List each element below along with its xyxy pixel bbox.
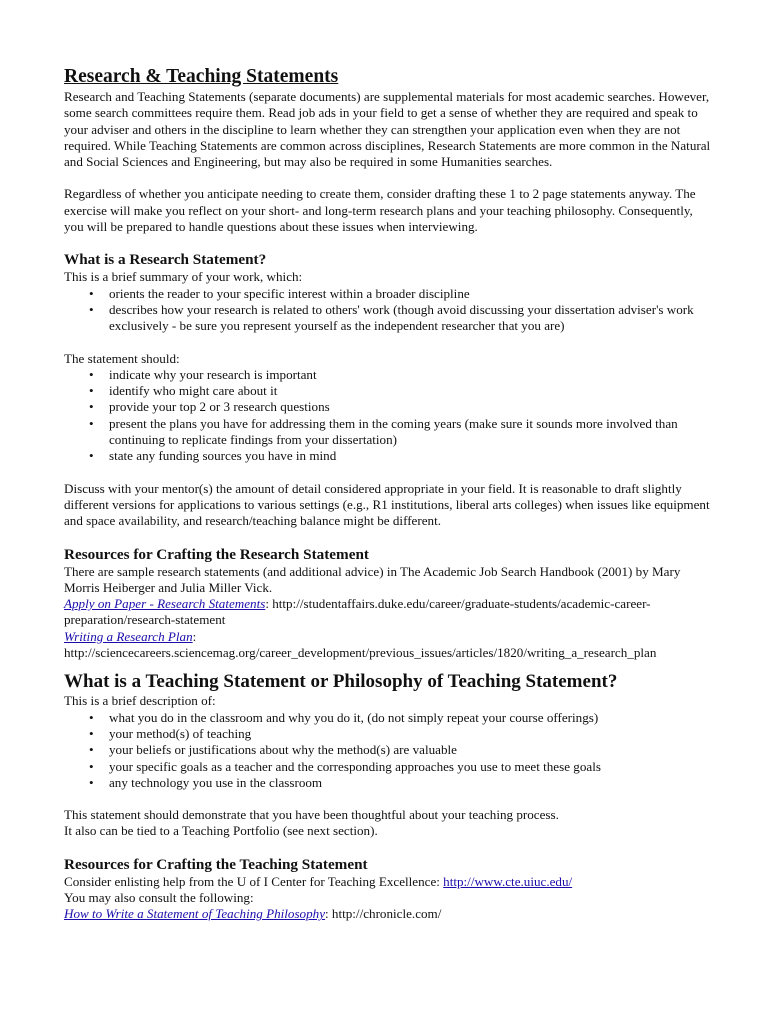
list-item: • present the plans you have for addressing them in the coming years (make sure it sounds more involved than continuing to replicate findings from your dissertation) bbox=[64, 416, 714, 449]
demo-line-1: This statement should demonstrate that you have been thoughtful about your teaching process. bbox=[64, 807, 559, 823]
research-resources-heading: Resources for Crafting the Research Statement bbox=[64, 545, 369, 563]
teaching-statement-heading: What is a Teaching Statement or Philosophy of Teaching Statement? bbox=[64, 671, 618, 693]
howto-link[interactable]: How to Write a Statement of Teaching Philosophy bbox=[64, 906, 326, 922]
research-plan-line bbox=[64, 629, 714, 645]
list-item: • what you do in the classroom and why you do it, (do not simply repeat your course offerings) bbox=[64, 710, 714, 726]
intro-paragraph-2: Regardless of whether you anticipate needing to create them, consider drafting these 1 to 2 page statements anyway. The exercise will make you reflect on your short- and long-term research plans and your teaching philosophy. Consequently, you will be prepared to handle questions about these issues when interviewing. bbox=[64, 186, 696, 235]
research-resources-text: There are sample research statements (and additional advice) in The Academic Job Search Handbook (2001) by Mary Morris Heiberger and Julia Miller Vick. bbox=[64, 563, 681, 595]
document-page bbox=[64, 66, 714, 923]
research-plan-link[interactable]: Writing a Research Plan bbox=[64, 628, 193, 644]
teaching-lead: This is a brief description of: bbox=[64, 693, 216, 709]
consider-line bbox=[64, 874, 714, 890]
list-item: • your beliefs or justifications about why the method(s) are valuable bbox=[64, 742, 714, 758]
list-item: • indicate why your research is important bbox=[64, 367, 714, 383]
research-statement-heading: What is a Research Statement? bbox=[64, 251, 267, 269]
list-item: • identify who might care about it bbox=[64, 383, 714, 399]
list-item: • describes how your research is related to others' work (though avoid discussing your dissertation adviser's work exclusively - be sure you represent yourself as the independent researcher that you are) bbox=[64, 302, 714, 335]
discuss-paragraph: Discuss with your mentor(s) the amount of detail considered appropriate in your field. It is reasonable to draft slightly different versions for applications to various settings (e.g., R1 institutions, liberal arts colleges) when issues like equipment and space availability, and research/teaching balance might be different. bbox=[64, 480, 710, 529]
page-title: Research & Teaching Statements bbox=[64, 66, 339, 87]
research-summary-list bbox=[64, 286, 714, 335]
intro-paragraph-1: Research and Teaching Statements (separate documents) are supplemental materials for most academic searches. However, some search committees require them. Read job ads in your field to get a sense of whether they are required and speak to your adviser and others in the discipline to learn whether they can strengthen your application even when they are not required. While Teaching Statements are common across disciplines, Research Statements are more common in the Natural and Social Sciences and Engineering, but may also be required in some Humanities searches. bbox=[64, 89, 711, 170]
apply-on-paper-line bbox=[64, 596, 714, 629]
apply-on-paper-link[interactable]: Apply on Paper - Research Statements bbox=[64, 596, 266, 612]
statement-should-lead: The statement should: bbox=[64, 350, 180, 366]
research-lead: This is a brief summary of your work, which: bbox=[64, 269, 303, 285]
statement-should-list bbox=[64, 367, 714, 465]
apply-on-paper-url: : http://studentaffairs.duke.edu/career/graduate-students/academic-career-preparation/research-statement bbox=[64, 596, 651, 628]
list-item: • your method(s) of teaching bbox=[64, 726, 714, 742]
consider-text: Consider enlisting help from the U of I Center for Teaching Excellence: bbox=[64, 873, 444, 889]
list-item: • orients the reader to your specific interest within a broader discipline bbox=[64, 286, 714, 302]
list-item: • state any funding sources you have in mind bbox=[64, 448, 714, 464]
howto-line bbox=[64, 906, 714, 922]
also-consult-line: You may also consult the following: bbox=[64, 889, 254, 905]
list-item: • any technology you use in the classroom bbox=[64, 775, 714, 791]
cte-link[interactable]: http://www.cte.uiuc.edu/ bbox=[443, 873, 573, 889]
list-item: • your specific goals as a teacher and the corresponding approaches you use to meet these goals bbox=[64, 759, 714, 775]
demo-line-2: It also can be tied to a Teaching Portfolio (see next section). bbox=[64, 823, 378, 839]
teaching-list bbox=[64, 710, 714, 791]
howto-url: : http://chronicle.com/ bbox=[325, 906, 442, 922]
list-item: • provide your top 2 or 3 research questions bbox=[64, 399, 714, 415]
teaching-resources-heading: Resources for Crafting the Teaching Statement bbox=[64, 855, 368, 873]
research-plan-colon: : bbox=[192, 628, 197, 644]
research-plan-url: http://sciencecareers.sciencemag.org/career_development/previous_issues/articles/1820/writing_a_research_plan bbox=[64, 645, 657, 661]
